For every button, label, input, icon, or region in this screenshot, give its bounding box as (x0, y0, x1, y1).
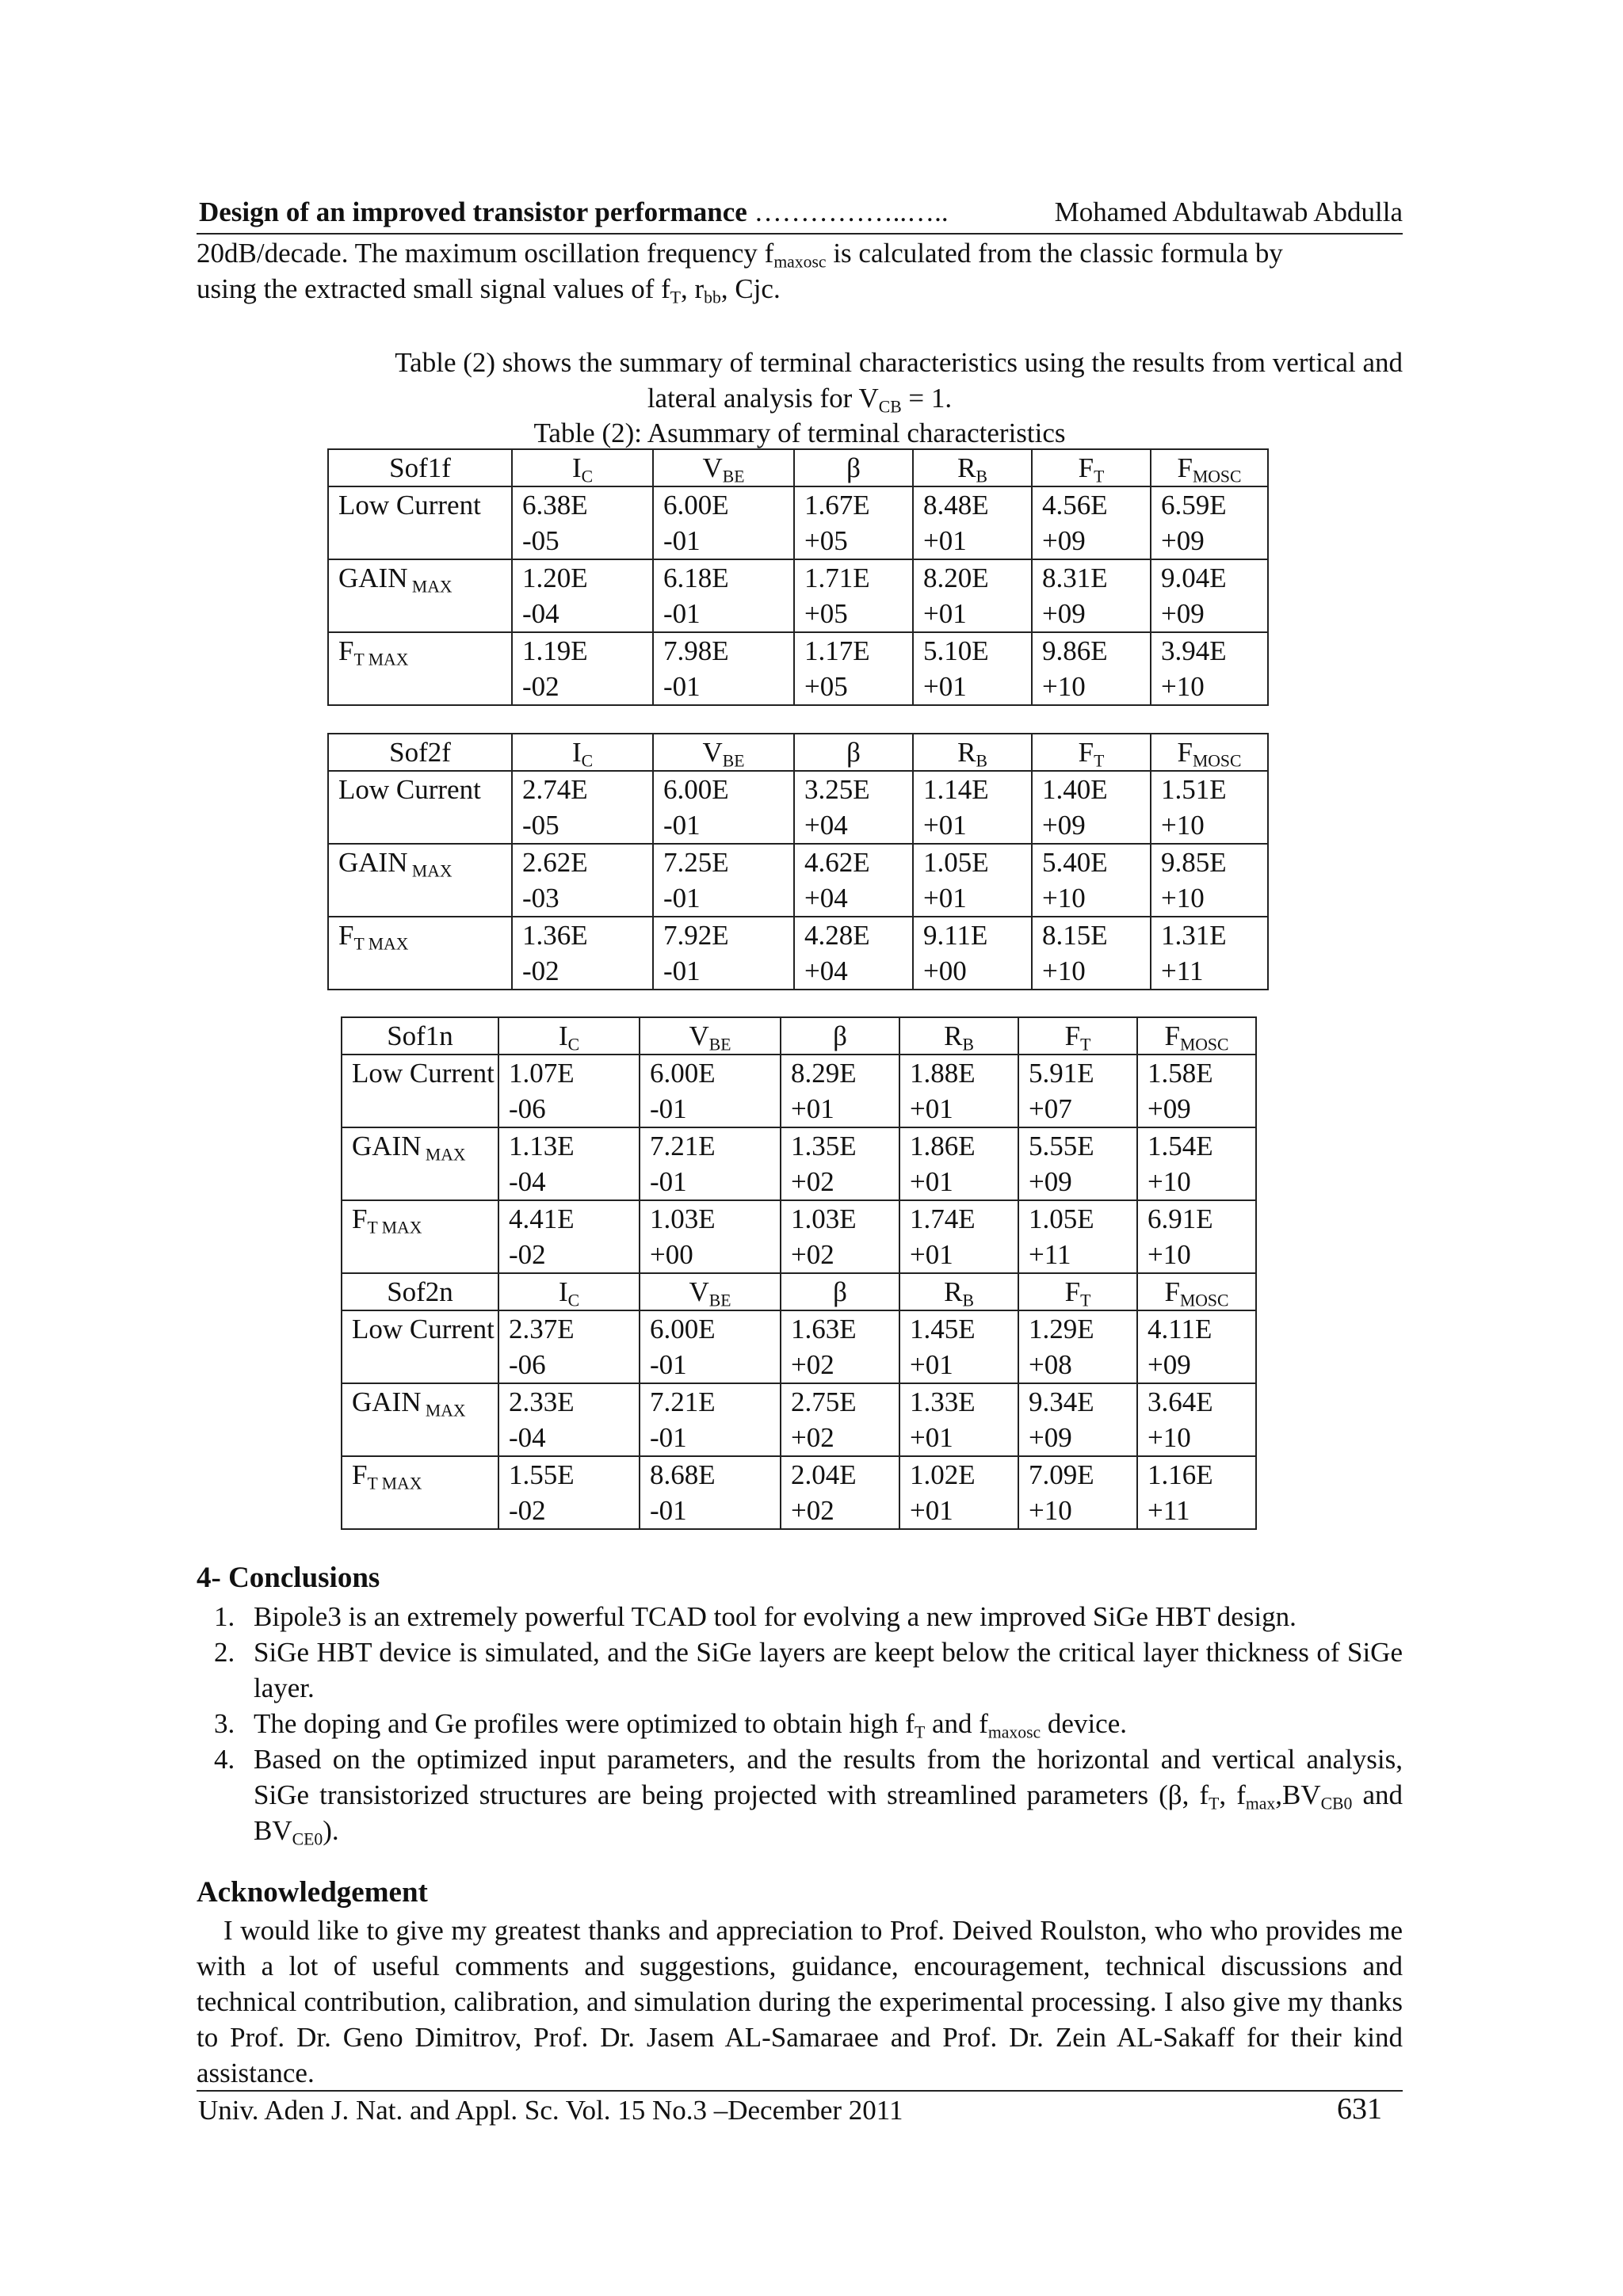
cell-ic: 2.33E-04 (498, 1383, 640, 1456)
cell-rb: 5.10E+01 (913, 632, 1032, 705)
conclusions-list (197, 1599, 1403, 1848)
cell-fmosc: 1.54E+10 (1137, 1127, 1256, 1200)
cell-vbe: 7.98E-01 (653, 632, 794, 705)
acknowledgement-text: I would like to give my greatest thanks and appreciation to Prof. Deived Roulston, who who provides me with a lot of useful comments and suggestions, guidance, encouragement, technical discussions and technical contribution, calibration, and simulation during the experimental processing. I also give my thanks to Prof. Dr. Geno Dimitrov, Prof. Dr. Jasem AL-Samaraee and Prof. Dr. Zein AL-Sakaff for their kind assistance. (197, 1915, 1403, 2088)
cell-rb: 1.14E+01 (913, 771, 1032, 844)
cell-ft: 7.09E+10 (1018, 1456, 1137, 1529)
cell-beta: 2.04E+02 (781, 1456, 899, 1529)
table-row (328, 771, 1268, 844)
row-label: GAIN $_{MAX}$ (328, 844, 512, 917)
cell-beta: 1.67E+05 (794, 486, 913, 559)
table-name-header: Sof1n (342, 1017, 498, 1055)
table-row (328, 844, 1268, 917)
page-number: 631 (1337, 2092, 1382, 2126)
cell-fmosc: 3.64E+10 (1137, 1383, 1256, 1456)
cell-ic: 1.07E-06 (498, 1055, 640, 1127)
col-header-beta: β (794, 734, 913, 771)
table-row (342, 1310, 1256, 1383)
row-label: GAIN $_{MAX}$ (342, 1383, 498, 1456)
col-header-fmosc: $F_{MOSC}$ (1151, 449, 1268, 486)
cell-fmosc: 1.16E+11 (1137, 1456, 1256, 1529)
cell-ic: 2.62E-03 (512, 844, 653, 917)
conclusion-item: 3. The doping and Ge profiles were optimized to obtain high $f_T$ and $f_{maxosc}$ device. (214, 1708, 1127, 1742)
table-header-row (328, 449, 1268, 486)
cell-rb: 8.20E+01 (913, 559, 1032, 632)
cell-vbe: 7.21E-01 (640, 1127, 781, 1200)
col-header-rb: $R_B$ (899, 1273, 1018, 1310)
table-row (342, 1383, 1256, 1456)
table-row (328, 559, 1268, 632)
cell-beta: 8.29E+01 (781, 1055, 899, 1127)
running-header (197, 195, 1403, 235)
col-header-beta: β (781, 1017, 899, 1055)
table-row (328, 632, 1268, 705)
cell-vbe: 7.92E-01 (653, 917, 794, 990)
cell-vbe: 6.00E-01 (640, 1055, 781, 1127)
table-row (328, 486, 1268, 559)
cell-vbe: 6.00E-01 (640, 1310, 781, 1383)
table-header-row (342, 1273, 1256, 1310)
cell-fmosc: 9.85E+10 (1151, 844, 1268, 917)
cell-vbe: 6.18E-01 (653, 559, 794, 632)
col-header-ft: $F_T$ (1032, 449, 1151, 486)
table-name-header: Sof2n (342, 1273, 498, 1310)
cell-fmosc: 6.91E+10 (1137, 1200, 1256, 1273)
data-table (327, 733, 1269, 990)
cell-beta: 1.71E+05 (794, 559, 913, 632)
cell-ic: 4.41E-02 (498, 1200, 640, 1273)
cell-beta: 1.17E+05 (794, 632, 913, 705)
cell-ft: 5.55E+09 (1018, 1127, 1137, 1200)
cell-rb: 1.86E+01 (899, 1127, 1018, 1200)
cell-ic: 2.37E-06 (498, 1310, 640, 1383)
cell-rb: 1.74E+01 (899, 1200, 1018, 1273)
cell-fmosc: 3.94E+10 (1151, 632, 1268, 705)
table-row (342, 1055, 1256, 1127)
col-header-ic: $I_C$ (498, 1273, 640, 1310)
cell-ic: 1.13E-04 (498, 1127, 640, 1200)
cell-beta: 1.03E+02 (781, 1200, 899, 1273)
cell-ic: 1.19E-02 (512, 632, 653, 705)
col-header-fmosc: $F_{MOSC}$ (1137, 1017, 1256, 1055)
row-label: Low Current (328, 771, 512, 844)
table-intro-line2: lateral analysis for $V_{CB} = 1$. (647, 383, 953, 417)
col-header-beta: β (781, 1273, 899, 1310)
cell-ft: 1.05E+11 (1018, 1200, 1137, 1273)
table-caption: Table (2): Asummary of terminal characteristics (533, 418, 1066, 448)
cell-rb: 9.11E+00 (913, 917, 1032, 990)
table-name-header: Sof2f (328, 734, 512, 771)
header-title-text: Design of an improved transistor performance (199, 196, 747, 227)
col-header-fmosc: $F_{MOSC}$ (1137, 1273, 1256, 1310)
cell-vbe: 1.03E+00 (640, 1200, 781, 1273)
cell-ft: 9.86E+10 (1032, 632, 1151, 705)
cell-fmosc: 1.51E+10 (1151, 771, 1268, 844)
cell-ft: 5.91E+07 (1018, 1055, 1137, 1127)
cell-fmosc: 9.04E+09 (1151, 559, 1268, 632)
conclusion-item: 2. SiGe HBT device is simulated, and the SiGe layers are keept below the critical layer thickness of SiGe layer. (214, 1637, 1403, 1703)
col-header-ft: $F_T$ (1018, 1273, 1137, 1310)
table-name-header: Sof1f (328, 449, 512, 486)
page-footer (197, 2090, 1403, 2126)
cell-vbe: 7.21E-01 (640, 1383, 781, 1456)
table-row (342, 1456, 1256, 1529)
table-intro-line1: Table (2) shows the summary of terminal characteristics using the results from vertical and (395, 347, 1403, 378)
conclusion-item: 4. Based on the optimized input parameters, and the results from the horizontal and vertical analysis, SiGe transistorized structures are being projected with streamlined parameters (β, $f_T$, $f_{max},BV_{CB0}$ and $BV_{CE0}$). (214, 1744, 1403, 1849)
header-title (199, 196, 949, 228)
table-row (328, 917, 1268, 990)
cell-vbe: 7.25E-01 (653, 844, 794, 917)
cell-beta: 4.28E+04 (794, 917, 913, 990)
col-header-vbe: $V_{BE}$ (640, 1273, 781, 1310)
col-header-rb: $R_B$ (913, 449, 1032, 486)
conclusions-heading: 4- Conclusions (197, 1562, 380, 1594)
table-row (342, 1200, 1256, 1273)
cell-ft: 1.29E+08 (1018, 1310, 1137, 1383)
col-header-vbe: $V_{BE}$ (653, 449, 794, 486)
col-header-ft: $F_T$ (1032, 734, 1151, 771)
table-row (342, 1127, 1256, 1200)
cell-vbe: 6.00E-01 (653, 486, 794, 559)
conclusion-item: 1. Bipole3 is an extremely powerful TCAD tool for evolving a new improved SiGe HBT design. (214, 1601, 1296, 1632)
cell-ft: 8.31E+09 (1032, 559, 1151, 632)
row-label: Low Current (342, 1055, 498, 1127)
cell-fmosc: 1.58E+09 (1137, 1055, 1256, 1127)
cell-beta: 1.35E+02 (781, 1127, 899, 1200)
cell-ic: 1.36E-02 (512, 917, 653, 990)
cell-ft: 1.40E+09 (1032, 771, 1151, 844)
cell-fmosc: 6.59E+09 (1151, 486, 1268, 559)
cell-ft: 8.15E+10 (1032, 917, 1151, 990)
col-header-rb: $R_B$ (913, 734, 1032, 771)
header-author: Mohamed Abdultawab Abdulla (1054, 196, 1403, 227)
table-header-row (342, 1017, 1256, 1055)
cell-rb: 1.02E+01 (899, 1456, 1018, 1529)
footer-journal: Univ. Aden J. Nat. and Appl. Sc. Vol. 15 No.3 –December 2011 (198, 2095, 903, 2126)
table-header-row (328, 734, 1268, 771)
cell-ft: 4.56E+09 (1032, 486, 1151, 559)
cell-ic: 1.20E-04 (512, 559, 653, 632)
header-dots: ……………..….. (747, 196, 949, 227)
row-label: $F_{T MAX}$ (342, 1200, 498, 1273)
row-label: $F_{T MAX}$ (342, 1456, 498, 1529)
cell-ic: 6.38E-05 (512, 486, 653, 559)
intro-paragraph: 20dB/decade. The maximum oscillation frequency $f_{maxosc}$ is calculated from the classic formula by using the extracted small signal values of $f_T$, $r_{bb}$, Cjc. (197, 238, 1283, 307)
row-label: Low Current (342, 1310, 498, 1383)
cell-ft: 5.40E+10 (1032, 844, 1151, 917)
cell-ic: 1.55E-02 (498, 1456, 640, 1529)
col-header-beta: β (794, 449, 913, 486)
col-header-fmosc: $F_{MOSC}$ (1151, 734, 1268, 771)
cell-ic: 2.74E-05 (512, 771, 653, 844)
col-header-vbe: $V_{BE}$ (653, 734, 794, 771)
row-label: $F_{T MAX}$ (328, 632, 512, 705)
cell-rb: 1.88E+01 (899, 1055, 1018, 1127)
cell-beta: 3.25E+04 (794, 771, 913, 844)
cell-ft: 9.34E+09 (1018, 1383, 1137, 1456)
row-label: Low Current (328, 486, 512, 559)
cell-rb: 1.33E+01 (899, 1383, 1018, 1456)
cell-fmosc: 1.31E+11 (1151, 917, 1268, 990)
col-header-ft: $F_T$ (1018, 1017, 1137, 1055)
data-table (327, 448, 1269, 706)
col-header-vbe: $V_{BE}$ (640, 1017, 781, 1055)
cell-rb: 1.45E+01 (899, 1310, 1018, 1383)
cell-vbe: 6.00E-01 (653, 771, 794, 844)
col-header-rb: $R_B$ (899, 1017, 1018, 1055)
cell-beta: 1.63E+02 (781, 1310, 899, 1383)
cell-beta: 4.62E+04 (794, 844, 913, 917)
cell-rb: 8.48E+01 (913, 486, 1032, 559)
col-header-ic: $I_C$ (512, 449, 653, 486)
col-header-ic: $I_C$ (498, 1017, 640, 1055)
acknowledgement-heading: Acknowledgement (197, 1876, 428, 1909)
row-label: GAIN $_{MAX}$ (342, 1127, 498, 1200)
data-table (341, 1016, 1257, 1530)
cell-rb: 1.05E+01 (913, 844, 1032, 917)
cell-beta: 2.75E+02 (781, 1383, 899, 1456)
row-label: $F_{T MAX}$ (328, 917, 512, 990)
cell-vbe: 8.68E-01 (640, 1456, 781, 1529)
col-header-ic: $I_C$ (512, 734, 653, 771)
row-label: GAIN $_{MAX}$ (328, 559, 512, 632)
cell-fmosc: 4.11E+09 (1137, 1310, 1256, 1383)
